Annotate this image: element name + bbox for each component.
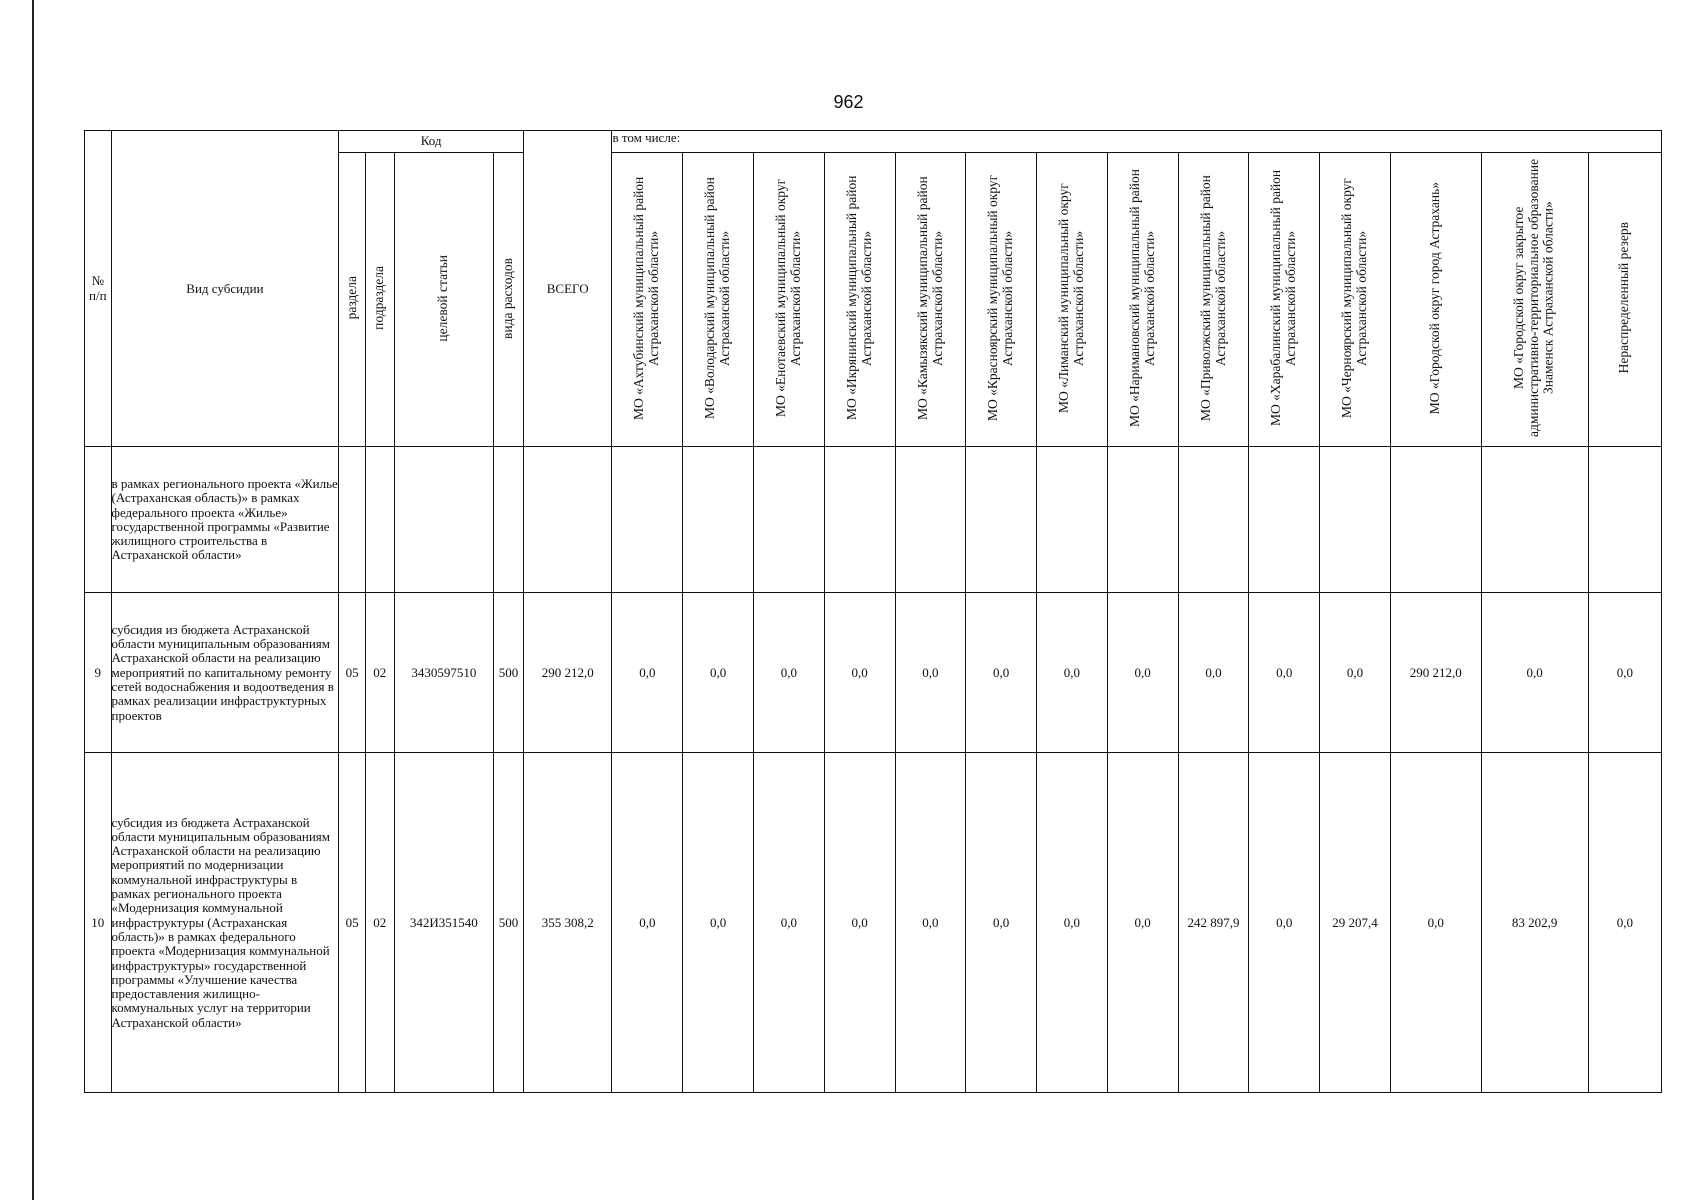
header-np: № п/п (85, 131, 112, 447)
row-value: 0,0 (1037, 753, 1108, 1093)
row-value: 0,0 (1037, 593, 1108, 753)
row-target (394, 447, 494, 593)
row-value: 0,0 (824, 593, 895, 753)
row-value (683, 447, 754, 593)
header-subsidy-type: Вид субсидии (111, 131, 339, 447)
row-value (1107, 447, 1178, 593)
row-value (1588, 447, 1661, 593)
row-total: 355 308,2 (523, 753, 611, 1093)
row-value (824, 447, 895, 593)
row-value: 0,0 (966, 753, 1037, 1093)
row-target: 3430597510 (394, 593, 494, 753)
row-total: 290 212,0 (523, 593, 611, 753)
row-value: 0,0 (1320, 593, 1391, 753)
header-subsection: подраздела (365, 153, 394, 447)
row-section (339, 447, 366, 593)
header-expense-type: вида расходов (494, 153, 524, 447)
header-mo-narimanovsky: МО «Наримановский муниципальный район Астраханской области» (1107, 153, 1178, 447)
row-value: 0,0 (1588, 593, 1661, 753)
row-value (1037, 447, 1108, 593)
header-mo-privolzhsky: МО «Приволжский муниципальный район Астраханской области» (1178, 153, 1249, 447)
row-value: 0,0 (824, 753, 895, 1093)
row-value: 29 207,4 (1320, 753, 1391, 1093)
row-value (1249, 447, 1320, 593)
row-value (753, 447, 824, 593)
row-number (85, 447, 112, 593)
row-value (1320, 447, 1391, 593)
row-value: 0,0 (1390, 753, 1481, 1093)
row-value (1481, 447, 1588, 593)
row-value: 0,0 (895, 593, 966, 753)
header-mo-astrakhan: МО «Городской округ город Астрахань» (1390, 153, 1481, 447)
header-total: ВСЕГО (523, 131, 611, 447)
row-value (612, 447, 683, 593)
subsidy-distribution-table (84, 130, 1662, 1093)
row-expense: 500 (494, 593, 524, 753)
row-value: 0,0 (612, 593, 683, 753)
row-description: субсидия из бюджета Астраханской области муниципальным образованиям Астраханской области на реализацию мероприятий по капитальному ремонту сетей водоснабжения и водоотведения в рамках реализации инфраструктурных проектов (111, 593, 339, 753)
row-subsection (365, 447, 394, 593)
row-value (1178, 447, 1249, 593)
header-code: Код (339, 131, 524, 153)
row-number: 10 (85, 753, 112, 1093)
binding-margin-line (32, 0, 34, 1200)
row-value (895, 447, 966, 593)
row-value: 0,0 (1178, 593, 1249, 753)
table-row (85, 593, 1662, 753)
row-section: 05 (339, 753, 366, 1093)
row-value: 290 212,0 (1390, 593, 1481, 753)
row-value: 0,0 (1107, 593, 1178, 753)
header-mo-volodarsky: МО «Володарский муниципальный район Астраханской области» (683, 153, 754, 447)
header-mo-ikryaninsky: МО «Икрянинский муниципальный район Астраханской области» (824, 153, 895, 447)
header-mo-kharabalinsky: МО «Харабалинский муниципальный район Астраханской области» (1249, 153, 1320, 447)
header-including: в том числе: (612, 131, 1662, 153)
header-mo-krasnoyarsky: МО «Красноярский муниципальный округ Астраханской области» (966, 153, 1037, 447)
header-unallocated-reserve: Нераспределенный резерв (1588, 153, 1661, 447)
row-value: 0,0 (1249, 753, 1320, 1093)
row-value: 0,0 (895, 753, 966, 1093)
row-expense (494, 447, 524, 593)
row-value: 242 897,9 (1178, 753, 1249, 1093)
row-value: 0,0 (683, 753, 754, 1093)
table-row (85, 753, 1662, 1093)
row-value: 0,0 (753, 753, 824, 1093)
row-number: 9 (85, 593, 112, 753)
row-value (1390, 447, 1481, 593)
header-section: раздела (339, 153, 366, 447)
row-value: 0,0 (753, 593, 824, 753)
row-total (523, 447, 611, 593)
header-mo-akhtubinsky: МО «Ахтубинский муниципальный район Астраханской области» (612, 153, 683, 447)
header-mo-limansky: МО «Лиманский муниципальный округ Астраханской области» (1037, 153, 1108, 447)
row-target: 342И351540 (394, 753, 494, 1093)
row-value: 0,0 (966, 593, 1037, 753)
row-value (966, 447, 1037, 593)
page-number: 962 (833, 92, 864, 112)
row-value: 0,0 (1481, 593, 1588, 753)
row-expense: 500 (494, 753, 524, 1093)
header-mo-enotaevsky: МО «Енотаевский муниципальный округ Астраханской области» (753, 153, 824, 447)
header-target-article: целевой статьи (394, 153, 494, 447)
header-mo-chernoyarsky: МО «Черноярский муниципальный округ Астраханской области» (1320, 153, 1391, 447)
table-row (85, 447, 1662, 593)
row-subsection: 02 (365, 753, 394, 1093)
header-mo-kamyzyaksky: МО «Камызякский муниципальный район Астраханской области» (895, 153, 966, 447)
row-value: 0,0 (612, 753, 683, 1093)
row-subsection: 02 (365, 593, 394, 753)
row-value: 0,0 (683, 593, 754, 753)
row-value: 0,0 (1588, 753, 1661, 1093)
row-description: субсидия из бюджета Астраханской области муниципальным образованиям Астраханской области на реализацию мероприятий по модернизации коммунальной инфраструктуры в рамках регионального проекта «Модернизация коммунальной инфраструктуры (Астраханская область)» в рамках федерального проекта «Модернизация коммунальной инфраструктуры» государственной программы «Улучшение качества предоставления жилищно-коммунальных услуг на территории Астраханской области» (111, 753, 339, 1093)
row-value: 83 202,9 (1481, 753, 1588, 1093)
row-description: в рамках регионального проекта «Жилье (Астраханская область)» в рамках федерального проекта «Жилье» государственной программы «Развитие жилищного строительства в Астраханской области» (111, 447, 339, 593)
header-mo-znamensk: МО «Городской округ закрытое административно-территориальное образование Знаменск Астраханской области» (1481, 153, 1588, 447)
row-section: 05 (339, 593, 366, 753)
row-value: 0,0 (1107, 753, 1178, 1093)
row-value: 0,0 (1249, 593, 1320, 753)
